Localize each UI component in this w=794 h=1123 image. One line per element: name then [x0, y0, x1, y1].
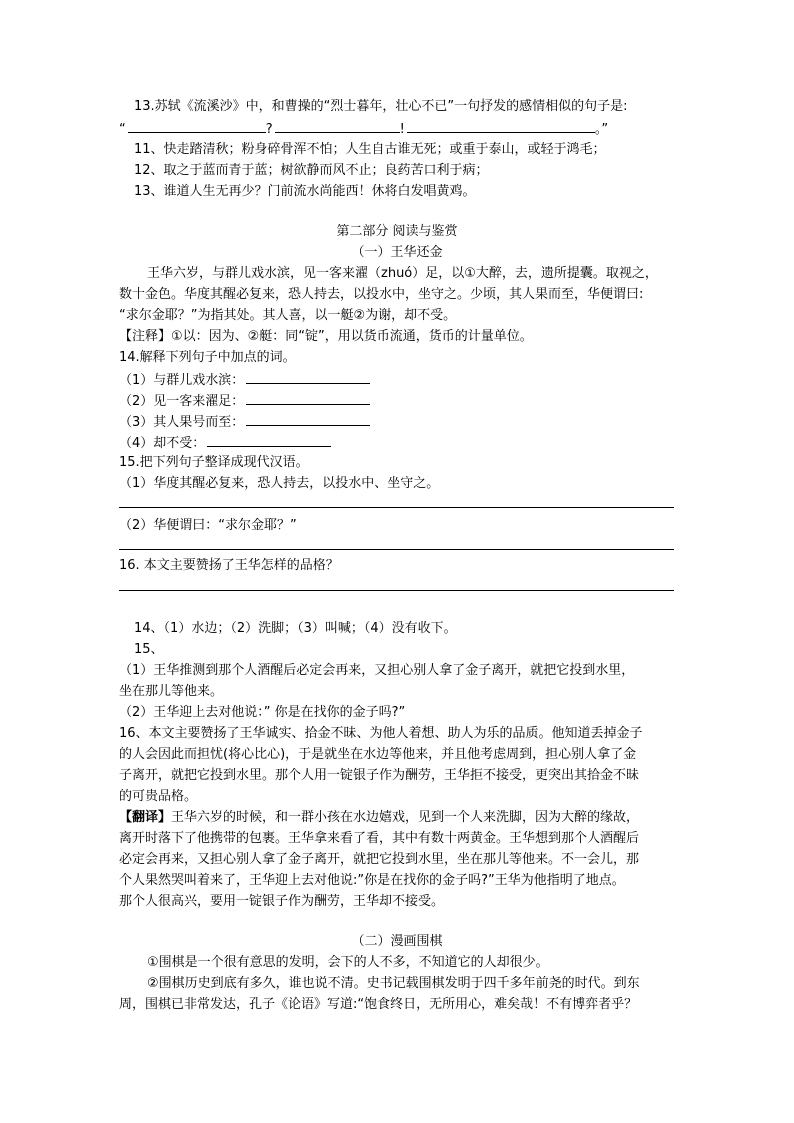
- answer-line[interactable]: [119, 507, 674, 508]
- answer-line[interactable]: [119, 549, 674, 550]
- translation-label: 【翻译】: [119, 810, 172, 825]
- answer-blank[interactable]: [246, 411, 370, 426]
- question-15-item: （2）华便谓曰：“求尔金耶？”: [119, 518, 297, 533]
- translation: 【翻译】王华六岁的时候，和一群小孩在水边嬉戏，见到一个人来洗脚，因为大醉的缘故，: [119, 810, 640, 825]
- answer-16: 16、本文主要赞扬了王华诚实、拾金不昧、为他人着想、助人为乐的品质。他知道丢掉金子: [119, 726, 643, 741]
- question-14-item: （4）却不受：: [119, 432, 679, 454]
- part-title: 第二部分 阅读与鉴赏: [336, 224, 458, 239]
- answer-16: 子离开，就把它投到水里。那个人用一锭银子作为酬劳，王华拒不接受，更突出其拾金不昧: [119, 768, 640, 783]
- answer-blank[interactable]: [407, 118, 595, 133]
- question-14-item: （3）其人果号而至：: [119, 411, 679, 433]
- answer-16: 的人会因此而担忧(将心比心)，于是就坐在水边等他来，并且他考虑周到，担心别人拿了金: [119, 747, 637, 762]
- answer-blank[interactable]: [246, 390, 370, 405]
- answer-15-1: （1）王华推测到那个人酒醒后必定会再来，又担心别人拿了金子离开，就把它投到水里，: [119, 663, 635, 678]
- question-15: 15.把下列句子整译成现代汉语。: [119, 455, 309, 470]
- question-14-item: （2）见一客来濯足：: [119, 390, 679, 412]
- answer-blank[interactable]: [275, 118, 400, 133]
- section-title: （二）漫画围棋: [351, 934, 443, 949]
- question-15-item: （1）华度其醒必复来，恐人持去，以投水中、坐守之。: [119, 476, 440, 491]
- passage-line: 数十金色。华度其醒必复来，恐人持去，以投水中，坐守之。少顷，其人果而至，华便谓曰:: [119, 287, 644, 302]
- translation: 那个人很高兴，要用一锭银子作为酬劳，王华却不接受。: [119, 894, 445, 909]
- answer-13: 13、谁道人生无再少？门前流水尚能西！休将白发唱黄鸡。: [134, 184, 476, 199]
- annotation-note: 【注释】①以：因为、②艇：同“锭”，用以货币流通，货币的计量单位。: [119, 329, 533, 344]
- question-13: 13.苏轼《流溪沙》中，和曹操的“烈士暮年，壮心不已”一句抒发的感情相似的句子是:: [134, 99, 628, 114]
- answer-14: 14、（1）水边；（2）洗脚；（3）叫喊；（4）没有收下。: [134, 621, 457, 636]
- answer-12: 12、取之于蓝而青于蓝；树欲静而风不止；良药苦口利于病；: [134, 163, 489, 178]
- answer-15-label: 15、: [134, 642, 164, 657]
- passage-line: 周，围棋已非常发达，孔子《论语》写道:“饱食终日，无所用心，难矣哉！不有博弈者乎？: [119, 997, 638, 1012]
- answer-15-1: 坐在那儿等他来。: [119, 684, 224, 699]
- question-13-blanks: “ ? ! 。”: [119, 118, 679, 140]
- answer-line[interactable]: [119, 590, 674, 591]
- translation: 离开时落下了他携带的包裹。王华拿来看了看，其中有数十两黄金。王华想到那个人酒醒后: [119, 831, 640, 846]
- answer-blank[interactable]: [207, 432, 331, 447]
- answer-blank[interactable]: [128, 118, 266, 133]
- answer-11: 11、快走踏清秋；粉身碎骨浑不怕；人生自古谁无死；或重于泰山，或轻于鸿毛；: [134, 142, 606, 157]
- passage-line: 王华六岁，与群儿戏水滨，见一客来濯（zhuó）足，以①大醉，去，遗所提囊。取视之，: [147, 266, 658, 281]
- translation: 个人果然哭叫着来了，王华迎上去对他说:”你是在找你的金子吗?”王华为他指明了地点。: [119, 873, 625, 888]
- question-14-item: （1）与群儿戏水滨：: [119, 369, 679, 391]
- question-16: 16. 本文主要赞扬了王华怎样的品格？: [119, 558, 339, 573]
- passage-line: “求尔金耶？”为指其处。其人喜，以一艇②为谢，却不受。: [119, 308, 457, 323]
- answer-15-2: （2）王华迎上去对他说：” 你是在找你的金子吗?”: [119, 705, 406, 720]
- answer-blank[interactable]: [246, 369, 370, 384]
- translation: 必定会再来，又担心别人拿了金子离开，就把它投到水里，坐在那儿等他来。不一会儿，那: [119, 852, 640, 867]
- passage-line: ①围棋是一个很有意思的发明，会下的人不多，不知道它的人却很少。: [147, 955, 549, 970]
- question-14: 14.解释下列句子中加点的词。: [119, 350, 296, 365]
- passage-line: ②围棋历史到底有多久，谁也说不清。史书记载围棋发明于四千多年前尧的时代。到东: [147, 976, 640, 991]
- answer-16: 的可贵品格。: [119, 789, 198, 804]
- section-title: （一）王华还金: [351, 245, 443, 260]
